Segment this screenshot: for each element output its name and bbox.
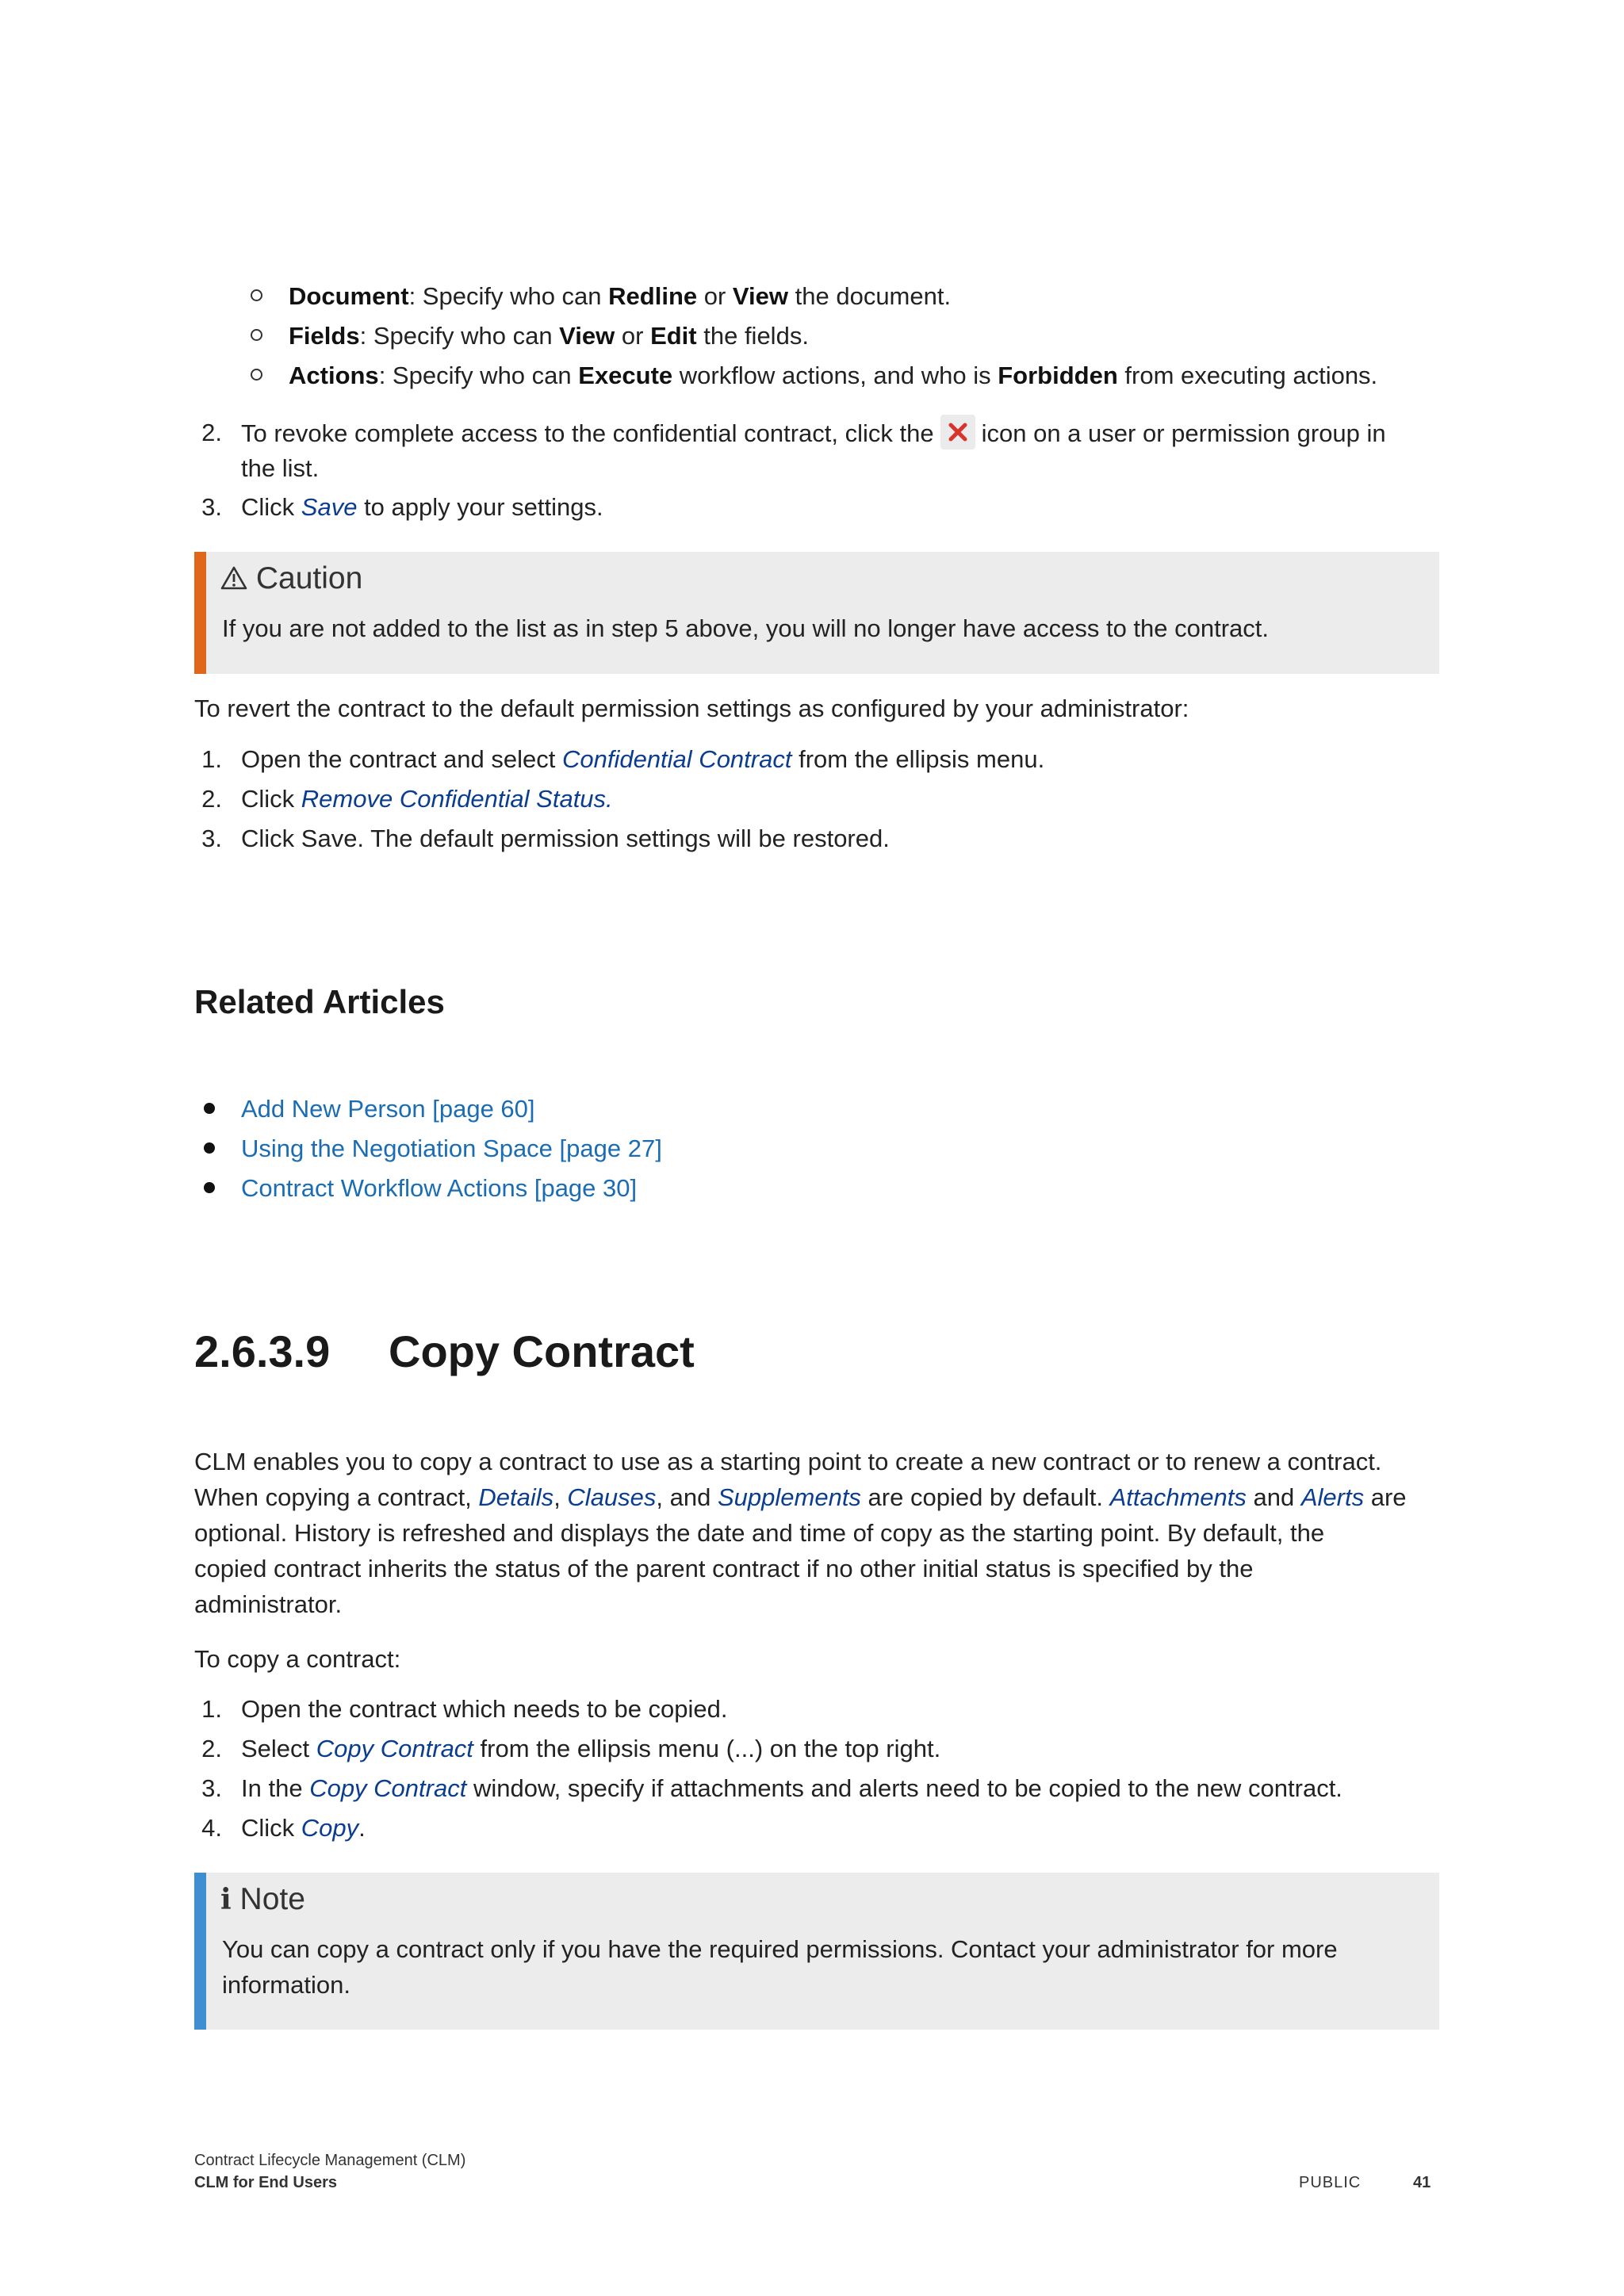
bullet-icon xyxy=(204,1182,215,1193)
hollow-bullet-icon xyxy=(251,369,262,381)
step-number: 3. xyxy=(201,1774,222,1802)
related-link-workflow-actions[interactable]: Contract Workflow Actions [page 30] xyxy=(241,1174,638,1202)
step-number: 4. xyxy=(201,1814,222,1842)
alerts-link[interactable]: Alerts xyxy=(1300,1483,1365,1511)
related-link-negotiation-space[interactable]: Using the Negotiation Space [page 27] xyxy=(241,1135,662,1162)
paragraph-line: administrator. xyxy=(194,1590,343,1618)
caution-bar xyxy=(194,552,206,674)
clauses-link[interactable]: Clauses xyxy=(567,1483,657,1511)
hollow-bullet-icon xyxy=(251,289,262,301)
step-number: 1. xyxy=(201,745,222,773)
section-title: Copy Contract xyxy=(389,1326,695,1376)
step-number: 3. xyxy=(201,493,222,521)
bullet-icon xyxy=(204,1103,215,1114)
section-number: 2.6.3.9 xyxy=(194,1326,331,1376)
caution-text: If you are not added to the list as in step 5 above, you will no longer have access to the contract. xyxy=(222,614,1270,642)
close-icon xyxy=(940,415,975,450)
step-number: 2. xyxy=(201,785,222,813)
supplements-link[interactable]: Supplements xyxy=(717,1483,861,1511)
confidential-contract-link[interactable]: Confidential Contract xyxy=(561,745,792,773)
caution-callout xyxy=(194,552,1439,674)
attachments-link[interactable]: Attachments xyxy=(1109,1483,1247,1511)
step-text: In the Copy Contract window, specify if attachments and alerts need to be copied to the new contract. xyxy=(241,1774,1342,1802)
step-text: To revoke complete access to the confidential contract, click the icon on a user or permission group in xyxy=(241,415,1386,451)
bullet-icon xyxy=(204,1142,215,1154)
step-text: Click Save. The default permission settings will be restored. xyxy=(241,825,890,852)
hollow-bullet-icon xyxy=(251,329,262,341)
copy-contract-window-link[interactable]: Copy Contract xyxy=(309,1774,467,1802)
page-number: 41 xyxy=(1413,2174,1431,2191)
save-link[interactable]: Save xyxy=(301,493,358,521)
note-title: i Note xyxy=(220,1882,305,1916)
step-number: 3. xyxy=(201,825,222,852)
step-number: 2. xyxy=(201,419,222,446)
footer-doc-subtitle: CLM for End Users xyxy=(194,2174,338,2191)
note-callout xyxy=(194,1873,1439,2030)
step-text: Click Remove Confidential Status. xyxy=(241,785,613,813)
paragraph-line: optional. History is refreshed and displays the date and time of copy as the starting point. By default, the xyxy=(194,1519,1325,1547)
paragraph-line: copied contract inherits the status of the parent contract if no other initial status is specified by the xyxy=(194,1555,1254,1582)
step-text: Select Copy Contract from the ellipsis menu (...) on the top right. xyxy=(241,1735,941,1762)
permission-item: Fields: Specify who can View or Edit the fields. xyxy=(289,322,809,350)
remove-confidential-status-link[interactable]: Remove Confidential Status. xyxy=(301,785,613,813)
revert-intro: To revert the contract to the default permission settings as configured by your administrator: xyxy=(194,695,1189,722)
permission-item: Document: Specify who can Redline or View the document. xyxy=(289,282,952,310)
step-text: Open the contract and select Confidential Contract from the ellipsis menu. xyxy=(241,745,1045,773)
note-text-line: information. xyxy=(222,1971,350,1999)
step-number: 1. xyxy=(201,1695,222,1723)
note-text-line: You can copy a contract only if you have the required permissions. Contact your administrator for more xyxy=(222,1935,1338,1963)
step-text: Open the contract which needs to be copied. xyxy=(241,1695,728,1723)
details-link[interactable]: Details xyxy=(478,1483,554,1511)
footer-classification: PUBLIC xyxy=(1299,2174,1362,2191)
info-icon: i xyxy=(220,1883,232,1916)
caution-title: Caution xyxy=(220,560,362,598)
paragraph-line: When copying a contract, Details, Clauses, and Supplements are copied by default. Attachments and Alerts are xyxy=(194,1483,1407,1511)
note-bar xyxy=(194,1873,206,2030)
footer-doc-title: Contract Lifecycle Management (CLM) xyxy=(194,2152,466,2169)
step-text-continued: the list. xyxy=(241,454,320,482)
copy-contract-link[interactable]: Copy Contract xyxy=(316,1735,473,1762)
step-text: Click Copy. xyxy=(241,1814,366,1842)
warning-icon xyxy=(220,565,247,591)
permission-item: Actions: Specify who can Execute workflow actions, and who is Forbidden from executing actions. xyxy=(289,362,1378,389)
copy-intro: To copy a contract: xyxy=(194,1645,401,1673)
step-text: Click Save to apply your settings. xyxy=(241,493,603,521)
related-link-add-new-person[interactable]: Add New Person [page 60] xyxy=(241,1095,535,1123)
paragraph-line: CLM enables you to copy a contract to use as a starting point to create a new contract or to renew a contract. xyxy=(194,1448,1382,1475)
step-number: 2. xyxy=(201,1735,222,1762)
copy-link[interactable]: Copy xyxy=(301,1814,359,1842)
related-articles-heading: Related Articles xyxy=(194,983,445,1020)
